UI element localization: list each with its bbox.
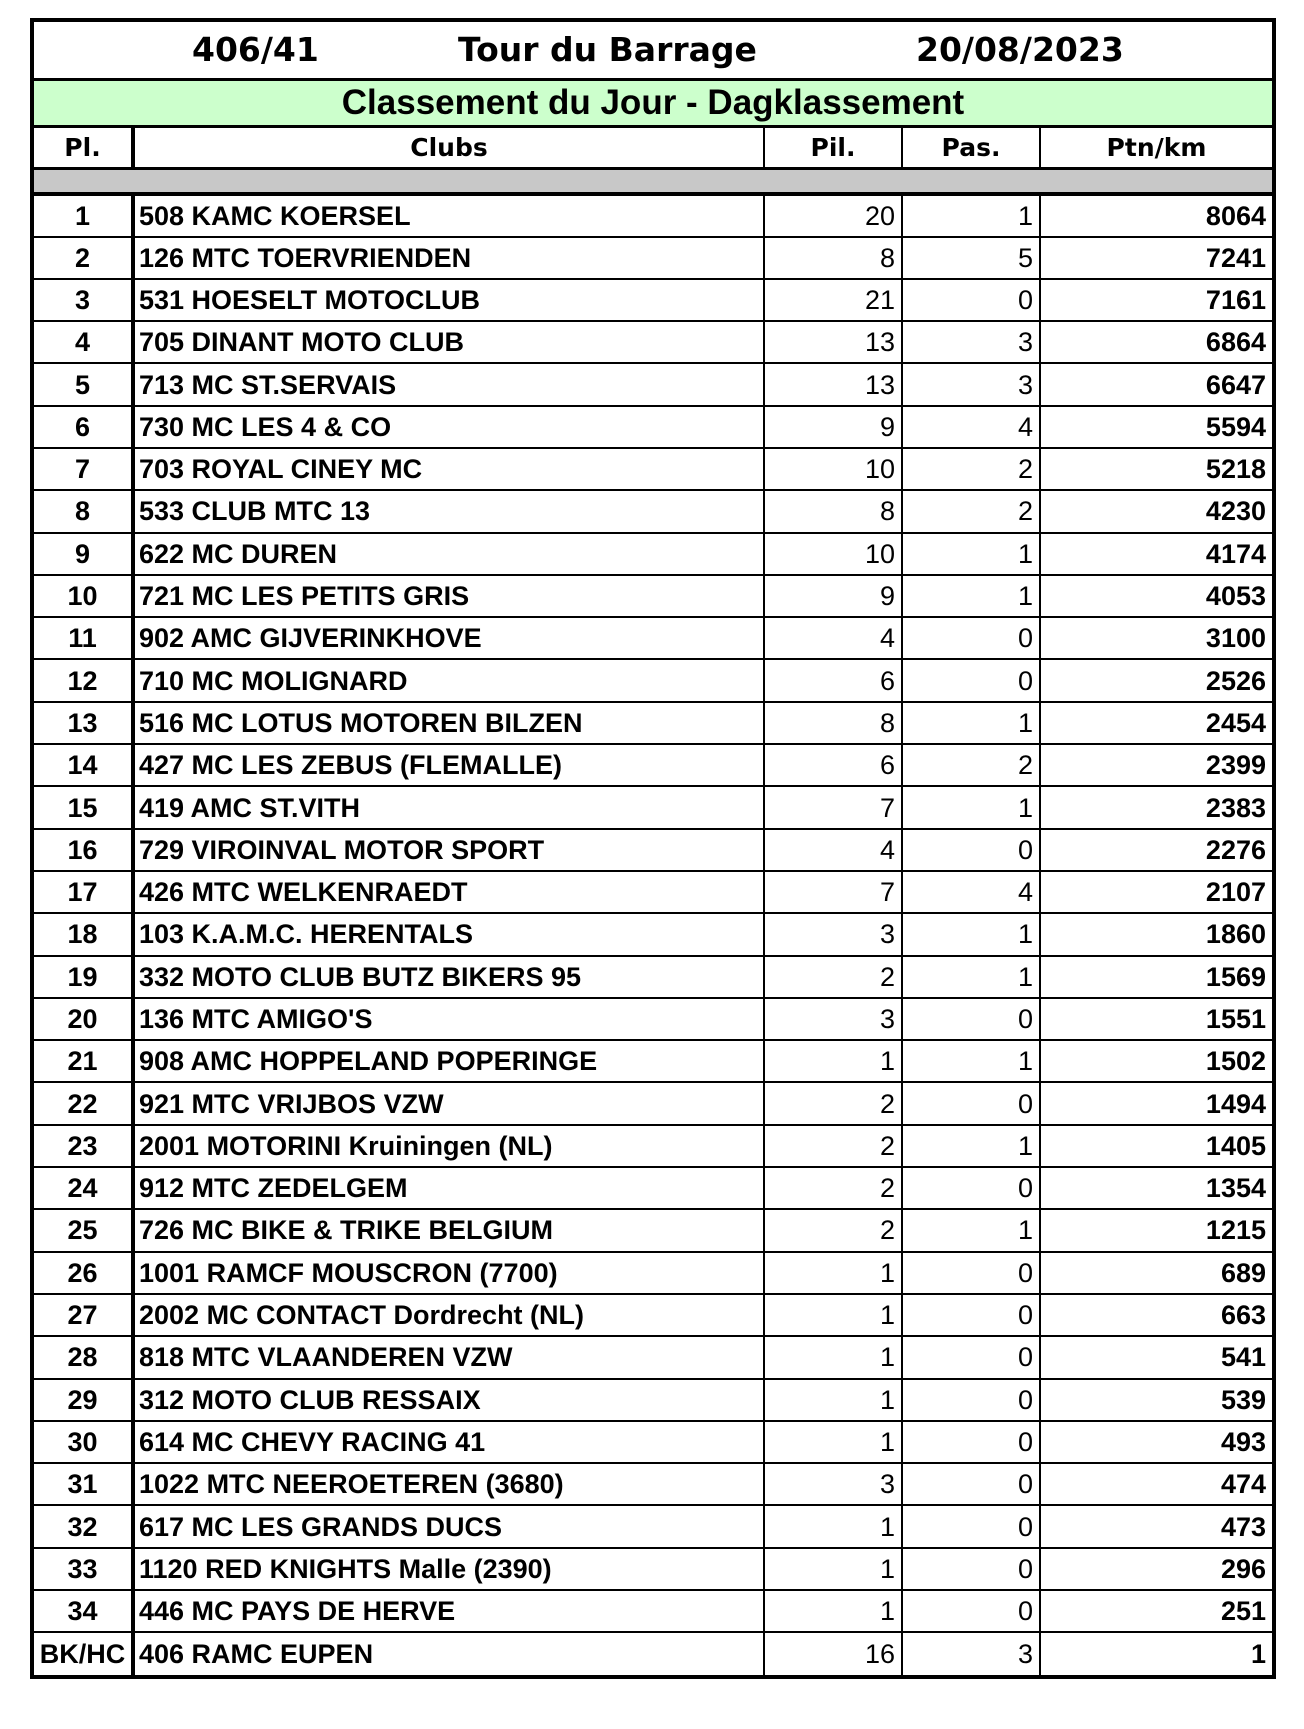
rank-cell: 1	[34, 194, 133, 237]
event-name: Tour du Barrage	[458, 30, 757, 69]
club-cell: 508 KAMC KOERSEL	[133, 194, 764, 237]
club-cell: 902 AMC GIJVERINKHOVE	[133, 617, 764, 659]
rank-cell: 9	[34, 533, 133, 575]
rank-cell: 32	[34, 1505, 133, 1547]
points-cell: 1494	[1040, 1082, 1272, 1124]
pilots-cell: 2	[764, 1167, 902, 1209]
rank-cell: 17	[34, 871, 133, 913]
pilots-cell: 4	[764, 617, 902, 659]
passengers-cell: 1	[902, 1209, 1040, 1251]
rank-cell: 28	[34, 1336, 133, 1378]
table-row	[34, 702, 1272, 744]
table-row	[34, 786, 1272, 828]
points-cell: 474	[1040, 1463, 1272, 1505]
passengers-cell: 1	[902, 194, 1040, 237]
points-cell: 1569	[1040, 956, 1272, 998]
points-cell: 1502	[1040, 1040, 1272, 1082]
pilots-cell: 9	[764, 406, 902, 448]
rank-cell: 15	[34, 786, 133, 828]
rank-cell: 12	[34, 659, 133, 701]
separator-row	[34, 168, 1272, 194]
table-row	[34, 194, 1272, 237]
table-row	[34, 1505, 1272, 1547]
rank-cell: 8	[34, 490, 133, 532]
passengers-cell: 0	[902, 1082, 1040, 1124]
club-cell: 1022 MTC NEEROETEREN (3680)	[133, 1463, 764, 1505]
rank-cell: 11	[34, 617, 133, 659]
pilots-cell: 10	[764, 448, 902, 490]
table-row	[34, 1209, 1272, 1251]
points-cell: 1551	[1040, 998, 1272, 1040]
points-cell: 1	[1040, 1632, 1272, 1674]
pilots-cell: 6	[764, 744, 902, 786]
passengers-cell: 1	[902, 533, 1040, 575]
passengers-cell: 1	[902, 786, 1040, 828]
pilots-cell: 2	[764, 1082, 902, 1124]
passengers-cell: 0	[902, 1294, 1040, 1336]
table-row	[34, 1379, 1272, 1421]
rank-cell: 7	[34, 448, 133, 490]
points-cell: 1354	[1040, 1167, 1272, 1209]
rank-cell: 21	[34, 1040, 133, 1082]
club-cell: 2002 MC CONTACT Dordrecht (NL)	[133, 1294, 764, 1336]
table-row	[34, 1167, 1272, 1209]
club-cell: 908 AMC HOPPELAND POPERINGE	[133, 1040, 764, 1082]
club-cell: 516 MC LOTUS MOTOREN BILZEN	[133, 702, 764, 744]
passengers-cell: 2	[902, 490, 1040, 532]
pilots-cell: 1	[764, 1040, 902, 1082]
passengers-cell: 0	[902, 1379, 1040, 1421]
rank-cell: 3	[34, 279, 133, 321]
club-cell: 705 DINANT MOTO CLUB	[133, 321, 764, 363]
passengers-cell: 0	[902, 1505, 1040, 1547]
rank-cell: 31	[34, 1463, 133, 1505]
rank-cell: 2	[34, 237, 133, 279]
rank-cell: 14	[34, 744, 133, 786]
pilots-cell: 6	[764, 659, 902, 701]
points-cell: 5218	[1040, 448, 1272, 490]
ranking-sheet	[30, 18, 1276, 1679]
passengers-cell: 0	[902, 1463, 1040, 1505]
table-row	[34, 279, 1272, 321]
points-cell: 5594	[1040, 406, 1272, 448]
pilots-cell: 21	[764, 279, 902, 321]
pilots-cell: 4	[764, 829, 902, 871]
passengers-cell: 3	[902, 321, 1040, 363]
pilots-cell: 1	[764, 1548, 902, 1590]
club-cell: 419 AMC ST.VITH	[133, 786, 764, 828]
table-row	[34, 406, 1272, 448]
table-row	[34, 617, 1272, 659]
pilots-cell: 1	[764, 1252, 902, 1294]
points-cell: 2399	[1040, 744, 1272, 786]
club-cell: 1001 RAMCF MOUSCRON (7700)	[133, 1252, 764, 1294]
passengers-cell: 4	[902, 406, 1040, 448]
pilots-cell: 13	[764, 321, 902, 363]
points-cell: 1860	[1040, 913, 1272, 955]
passengers-cell: 1	[902, 702, 1040, 744]
points-cell: 3100	[1040, 617, 1272, 659]
points-cell: 7241	[1040, 237, 1272, 279]
passengers-cell: 1	[902, 1040, 1040, 1082]
passengers-cell: 1	[902, 956, 1040, 998]
rank-cell: 4	[34, 321, 133, 363]
table-row	[34, 1336, 1272, 1378]
rank-cell: 27	[34, 1294, 133, 1336]
pilots-cell: 2	[764, 956, 902, 998]
club-cell: 426 MTC WELKENRAEDT	[133, 871, 764, 913]
table-row	[34, 363, 1272, 405]
points-cell: 2276	[1040, 829, 1272, 871]
pilots-cell: 1	[764, 1421, 902, 1463]
passengers-cell: 0	[902, 617, 1040, 659]
club-cell: 730 MC LES 4 & CO	[133, 406, 764, 448]
table-row	[34, 448, 1272, 490]
rank-cell: 13	[34, 702, 133, 744]
passengers-cell: 0	[902, 998, 1040, 1040]
points-cell: 251	[1040, 1590, 1272, 1632]
points-cell: 541	[1040, 1336, 1272, 1378]
club-cell: 446 MC PAYS DE HERVE	[133, 1590, 764, 1632]
passengers-cell: 2	[902, 744, 1040, 786]
club-cell: 713 MC ST.SERVAIS	[133, 363, 764, 405]
title-row	[34, 22, 1272, 81]
rank-cell: 6	[34, 406, 133, 448]
club-cell: 2001 MOTORINI Kruiningen (NL)	[133, 1125, 764, 1167]
passengers-cell: 1	[902, 575, 1040, 617]
column-header-pas: Pas.	[902, 128, 1040, 168]
table-row	[34, 871, 1272, 913]
table-row	[34, 956, 1272, 998]
ranking-subtitle: Classement du Jour - Dagklassement	[34, 81, 1272, 128]
rank-cell: 30	[34, 1421, 133, 1463]
passengers-cell: 0	[902, 1590, 1040, 1632]
rank-cell: 25	[34, 1209, 133, 1251]
separator-band	[34, 168, 1272, 194]
points-cell: 473	[1040, 1505, 1272, 1547]
club-cell: 406 RAMC EUPEN	[133, 1632, 764, 1674]
passengers-cell: 0	[902, 1336, 1040, 1378]
rank-cell: 16	[34, 829, 133, 871]
passengers-cell: 3	[902, 363, 1040, 405]
table-row	[34, 237, 1272, 279]
club-cell: 427 MC LES ZEBUS (FLEMALLE)	[133, 744, 764, 786]
rank-cell: 10	[34, 575, 133, 617]
table-row	[34, 575, 1272, 617]
club-cell: 126 MTC TOERVRIENDEN	[133, 237, 764, 279]
pilots-cell: 1	[764, 1590, 902, 1632]
club-cell: 1120 RED KNIGHTS Malle (2390)	[133, 1548, 764, 1590]
pilots-cell: 8	[764, 490, 902, 532]
pilots-cell: 20	[764, 194, 902, 237]
club-cell: 136 MTC AMIGO'S	[133, 998, 764, 1040]
points-cell: 663	[1040, 1294, 1272, 1336]
club-cell: 614 MC CHEVY RACING 41	[133, 1421, 764, 1463]
table-row	[34, 659, 1272, 701]
table-row	[34, 1294, 1272, 1336]
passengers-cell: 0	[902, 659, 1040, 701]
table-header-row	[34, 128, 1272, 168]
pilots-cell: 7	[764, 871, 902, 913]
points-cell: 4174	[1040, 533, 1272, 575]
column-header-ptn: Ptn/km	[1040, 128, 1272, 168]
event-date: 20/08/2023	[916, 30, 1124, 69]
passengers-cell: 1	[902, 1125, 1040, 1167]
pilots-cell: 8	[764, 237, 902, 279]
pilots-cell: 8	[764, 702, 902, 744]
table-row	[34, 744, 1272, 786]
club-cell: 721 MC LES PETITS GRIS	[133, 575, 764, 617]
points-cell: 2454	[1040, 702, 1272, 744]
passengers-cell: 4	[902, 871, 1040, 913]
pilots-cell: 2	[764, 1125, 902, 1167]
column-header-clubs: Clubs	[133, 128, 764, 168]
pilots-cell: 3	[764, 913, 902, 955]
points-cell: 4053	[1040, 575, 1272, 617]
rank-cell: 19	[34, 956, 133, 998]
rank-cell: 33	[34, 1548, 133, 1590]
table-row	[34, 998, 1272, 1040]
passengers-cell: 0	[902, 279, 1040, 321]
pilots-cell: 1	[764, 1336, 902, 1378]
pilots-cell: 13	[764, 363, 902, 405]
event-number: 406/41	[192, 30, 319, 69]
table-row	[34, 1548, 1272, 1590]
points-cell: 1215	[1040, 1209, 1272, 1251]
pilots-cell: 10	[764, 533, 902, 575]
table-row	[34, 490, 1272, 532]
points-cell: 296	[1040, 1548, 1272, 1590]
club-cell: 818 MTC VLAANDEREN VZW	[133, 1336, 764, 1378]
pilots-cell: 2	[764, 1209, 902, 1251]
club-cell: 710 MC MOLIGNARD	[133, 659, 764, 701]
club-cell: 921 MTC VRIJBOS VZW	[133, 1082, 764, 1124]
points-cell: 1405	[1040, 1125, 1272, 1167]
club-cell: 617 MC LES GRANDS DUCS	[133, 1505, 764, 1547]
pilots-cell: 1	[764, 1294, 902, 1336]
pilots-cell: 3	[764, 998, 902, 1040]
table-row	[34, 1421, 1272, 1463]
table-row	[34, 1040, 1272, 1082]
table-row	[34, 1125, 1272, 1167]
points-cell: 689	[1040, 1252, 1272, 1294]
club-cell: 703 ROYAL CINEY MC	[133, 448, 764, 490]
points-cell: 2107	[1040, 871, 1272, 913]
table-row	[34, 1463, 1272, 1505]
club-cell: 726 MC BIKE & TRIKE BELGIUM	[133, 1209, 764, 1251]
column-header-pil: Pil.	[764, 128, 902, 168]
passengers-cell: 1	[902, 913, 1040, 955]
rank-cell: 26	[34, 1252, 133, 1294]
points-cell: 8064	[1040, 194, 1272, 237]
passengers-cell: 3	[902, 1632, 1040, 1674]
points-cell: 7161	[1040, 279, 1272, 321]
pilots-cell: 16	[764, 1632, 902, 1674]
table-row	[34, 1632, 1272, 1674]
club-cell: 531 HOESELT MOTOCLUB	[133, 279, 764, 321]
club-cell: 332 MOTO CLUB BUTZ BIKERS 95	[133, 956, 764, 998]
points-cell: 2526	[1040, 659, 1272, 701]
pilots-cell: 1	[764, 1379, 902, 1421]
table-row	[34, 533, 1272, 575]
club-cell: 533 CLUB MTC 13	[133, 490, 764, 532]
rank-cell: 24	[34, 1167, 133, 1209]
points-cell: 2383	[1040, 786, 1272, 828]
rank-cell: 20	[34, 998, 133, 1040]
rank-cell: BK/HC	[39, 1638, 126, 1669]
table-row	[34, 829, 1272, 871]
passengers-cell: 0	[902, 1548, 1040, 1590]
pilots-cell: 9	[764, 575, 902, 617]
points-cell: 6647	[1040, 363, 1272, 405]
table-row	[34, 1252, 1272, 1294]
rank-cell: 18	[34, 913, 133, 955]
ranking-table	[34, 128, 1272, 1675]
table-row	[34, 321, 1272, 363]
points-cell: 4230	[1040, 490, 1272, 532]
passengers-cell: 0	[902, 1421, 1040, 1463]
table-row	[34, 913, 1272, 955]
passengers-cell: 0	[902, 1252, 1040, 1294]
points-cell: 493	[1040, 1421, 1272, 1463]
passengers-cell: 0	[902, 829, 1040, 871]
pilots-cell: 7	[764, 786, 902, 828]
club-cell: 622 MC DUREN	[133, 533, 764, 575]
club-cell: 912 MTC ZEDELGEM	[133, 1167, 764, 1209]
rank-cell: 34	[34, 1590, 133, 1632]
club-cell: 103 K.A.M.C. HERENTALS	[133, 913, 764, 955]
passengers-cell: 2	[902, 448, 1040, 490]
club-cell: 312 MOTO CLUB RESSAIX	[133, 1379, 764, 1421]
passengers-cell: 0	[902, 1167, 1040, 1209]
passengers-cell: 5	[902, 237, 1040, 279]
column-header-pl: Pl.	[34, 128, 133, 168]
rank-cell: 23	[34, 1125, 133, 1167]
table-row	[34, 1082, 1272, 1124]
rank-cell: 5	[34, 363, 133, 405]
points-cell: 539	[1040, 1379, 1272, 1421]
rank-cell: 22	[34, 1082, 133, 1124]
pilots-cell: 3	[764, 1463, 902, 1505]
table-row	[34, 1590, 1272, 1632]
rank-cell: 29	[34, 1379, 133, 1421]
ranking-rows	[34, 194, 1272, 1675]
club-cell: 729 VIROINVAL MOTOR SPORT	[133, 829, 764, 871]
points-cell: 6864	[1040, 321, 1272, 363]
pilots-cell: 1	[764, 1505, 902, 1547]
